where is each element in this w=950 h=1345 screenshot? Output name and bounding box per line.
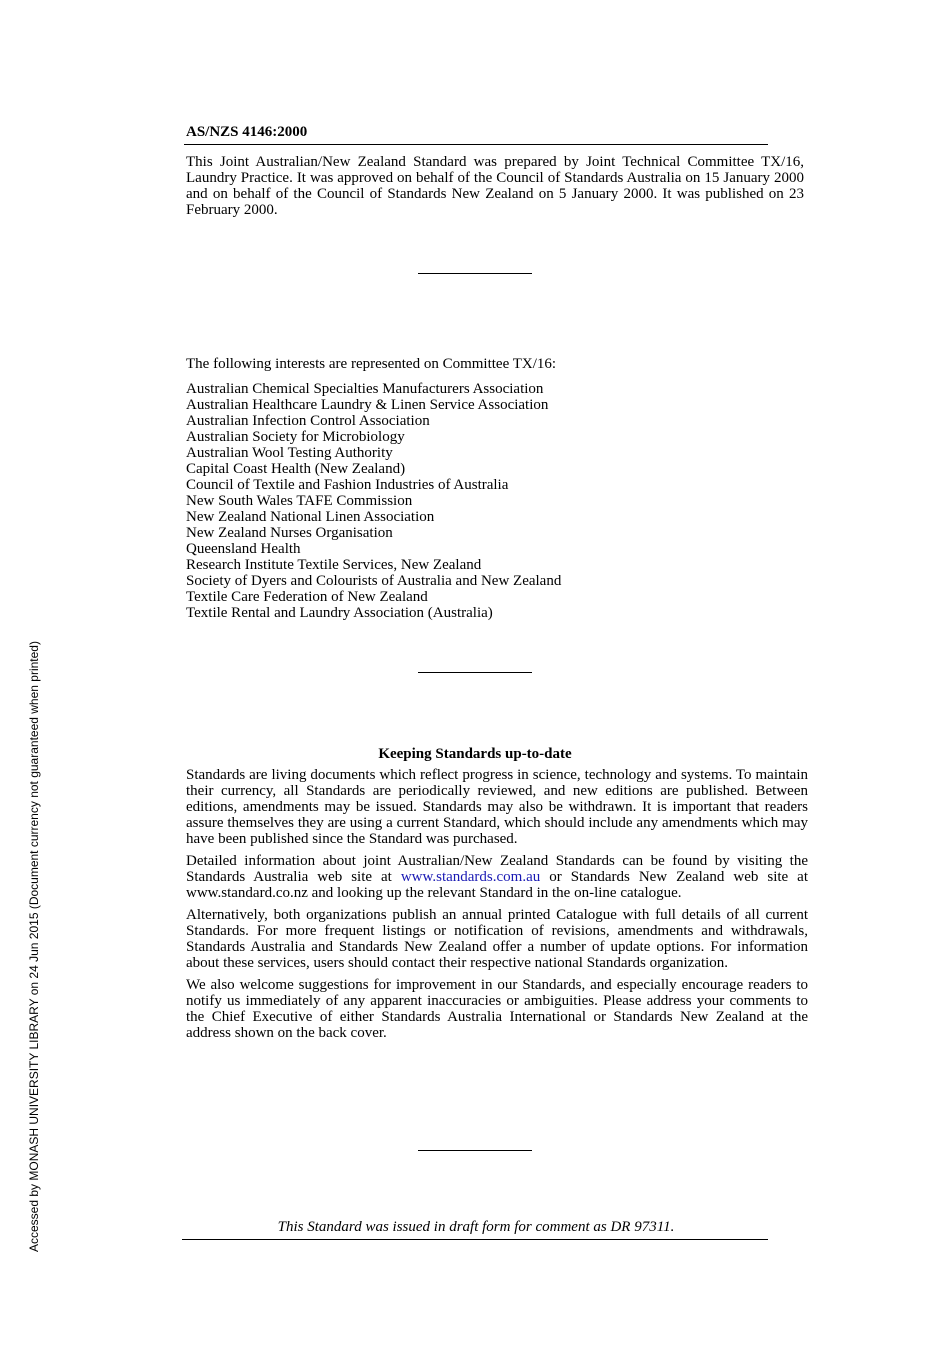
list-item: Australian Chemical Specialties Manufacturers Association bbox=[186, 381, 544, 397]
keeping-paragraph-2-end: or Standards New Zealand web site at www.standard.co.nz and looking up the relevant Standard in the on-line catalogue. bbox=[186, 869, 808, 901]
committee-organisation-list bbox=[186, 381, 561, 621]
keeping-paragraph-4: We also welcome suggestions for improvement in our Standards, and especially encourage readers to notify us immediately of any apparent inaccuracies or ambiguities. Please address your comments to the Chief Executive of either Standards Australia International or Standards New Zealand at the address shown on the back cover. bbox=[186, 977, 808, 1041]
document-code: AS/NZS 4146:2000 bbox=[186, 124, 308, 140]
draft-note: This Standard was issued in draft form for comment as DR 97311. bbox=[277, 1219, 675, 1235]
list-item: Textile Rental and Laundry Association (Australia) bbox=[186, 605, 493, 621]
list-item: New Zealand Nurses Organisation bbox=[186, 525, 393, 541]
section-divider-1 bbox=[418, 273, 532, 274]
list-item: Capital Coast Health (New Zealand) bbox=[186, 461, 406, 477]
list-item: Textile Care Federation of New Zealand bbox=[186, 589, 428, 605]
list-item: Australian Healthcare Laundry & Linen Service Association bbox=[186, 397, 549, 413]
list-item: Society of Dyers and Colourists of Australia and New Zealand bbox=[186, 573, 562, 589]
keeping-standards-body bbox=[186, 767, 808, 1047]
footer-rule bbox=[182, 1239, 768, 1240]
list-item: Australian Society for Microbiology bbox=[186, 429, 405, 445]
section-divider-3 bbox=[418, 1150, 532, 1151]
list-item: New South Wales TAFE Commission bbox=[186, 493, 413, 509]
keeping-paragraph-2-start: Detailed information about joint Australian/New Zealand Standards can be found by visiting the Standards Australia web site at bbox=[186, 853, 808, 885]
list-item: Research Institute Textile Services, New Zealand bbox=[186, 557, 482, 573]
standards-australia-link[interactable]: www.standards.com.au bbox=[400, 869, 541, 885]
list-item: Australian Wool Testing Authority bbox=[186, 445, 393, 461]
keeping-standards-heading: Keeping Standards up-to-date bbox=[378, 746, 572, 762]
section-divider-2 bbox=[418, 672, 532, 673]
list-item: Australian Infection Control Association bbox=[186, 413, 430, 429]
access-watermark: Accessed by MONASH UNIVERSITY LIBRARY on 24 Jun 2015 (Document currency not guaranteed when printed) bbox=[27, 641, 41, 1252]
list-item: Council of Textile and Fashion Industries of Australia bbox=[186, 477, 509, 493]
header-rule bbox=[184, 144, 768, 145]
list-item: Queensland Health bbox=[186, 541, 301, 557]
keeping-paragraph-2 bbox=[186, 853, 808, 901]
interests-intro: The following interests are represented on Committee TX/16: bbox=[186, 356, 557, 372]
keeping-paragraph-3: Alternatively, both organizations publish an annual printed Catalogue with full details of all current Standards. For more frequent listings or notification of revisions, amendments and withdrawals, Standards Australia and Standards New Zealand offer a number of update options. For information about these services, users should contact their respective national Standards organization. bbox=[186, 907, 808, 971]
keeping-paragraph-1: Standards are living documents which reflect progress in science, technology and systems. To maintain their currency, all Standards are periodically reviewed, and new editions are published. Between editions, amendments may be issued. Standards may also be withdrawn. It is important that readers assure themselves they are using a current Standard, which should include any amendments which may have been published since the Standard was purchased. bbox=[186, 767, 808, 847]
list-item: New Zealand National Linen Association bbox=[186, 509, 435, 525]
preparation-statement: This Joint Australian/New Zealand Standard was prepared by Joint Technical Committee TX/16, Laundry Practice. It was approved on behalf of the Council of Standards Australia on 15 January 2000 and on behalf of the Council of Standards New Zealand on 5 January 2000. It was published on 23 February 2000. bbox=[186, 154, 804, 218]
